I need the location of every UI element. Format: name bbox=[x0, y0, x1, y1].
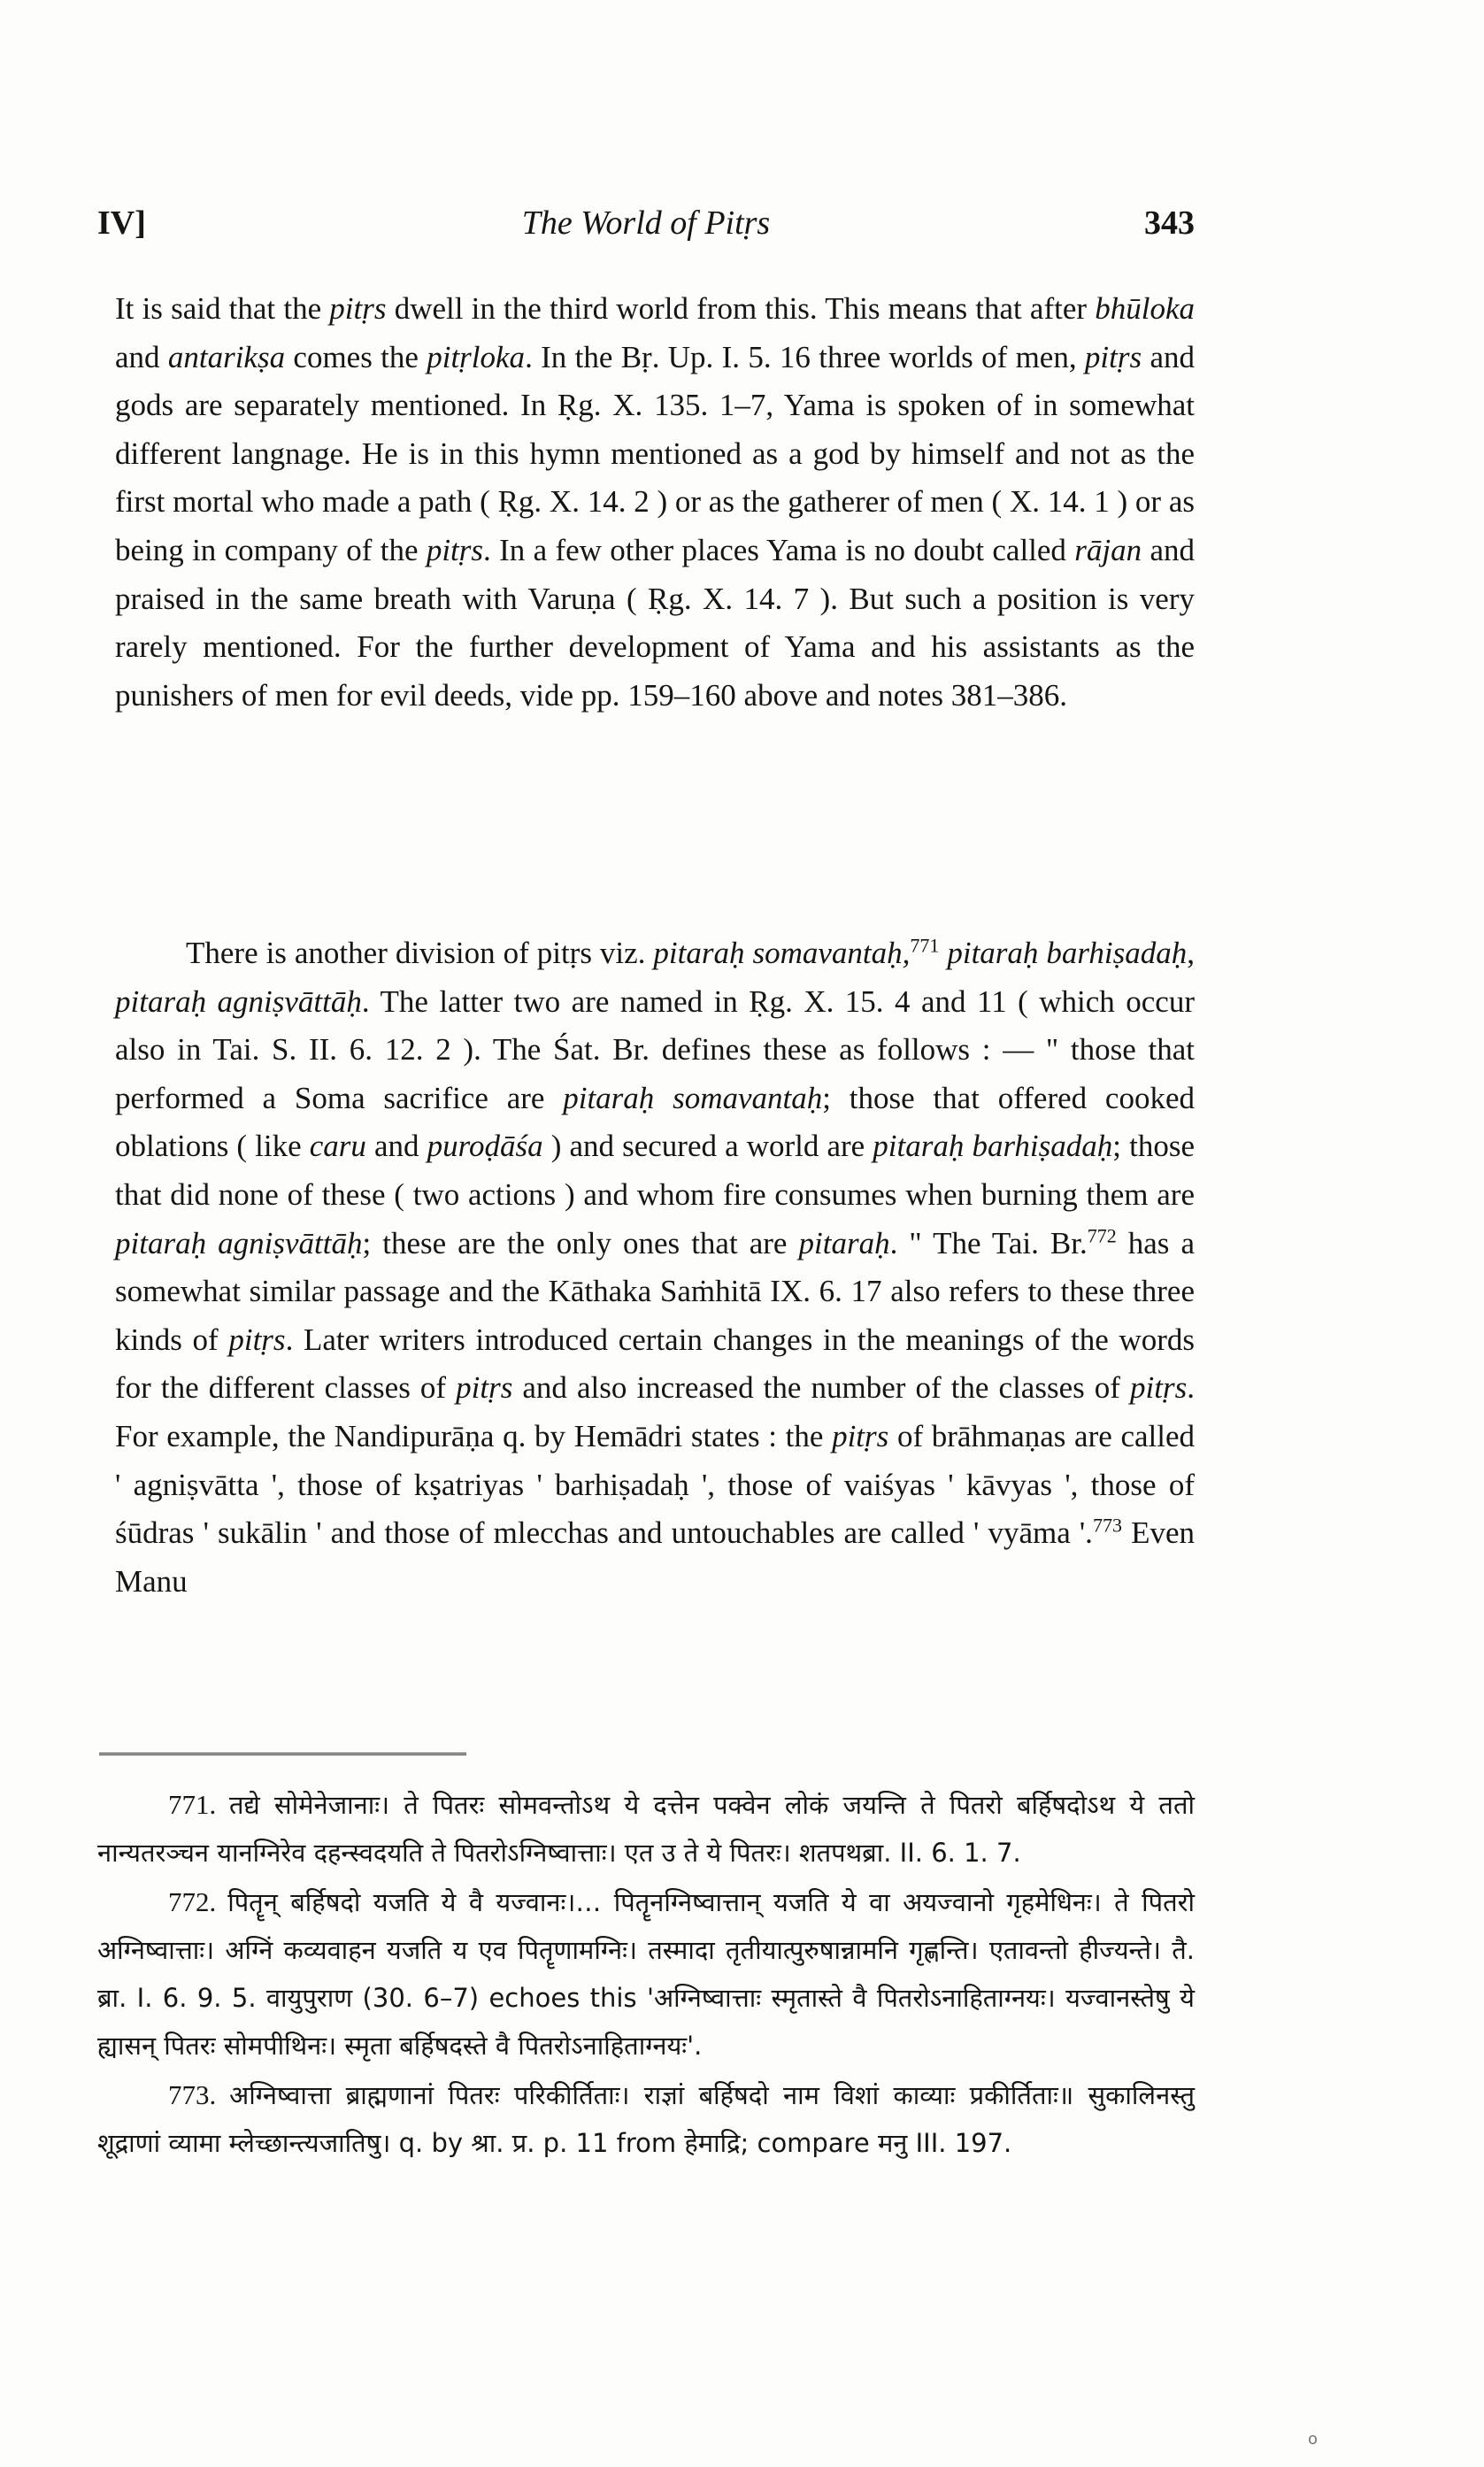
text-run: . " The Tai. Br. bbox=[889, 1225, 1088, 1260]
text-run: and gods are separately mentioned. In Ṛg. X. 135. 1–7, Yama is spoken of in somewhat different langnage. He is in this hymn mentioned as a god by himself and not as the first mortal who made a path ( Ṛg. X. 14. 2 ) or as the gatherer of men ( X. 14. 1 ) or as being in company of the bbox=[115, 339, 1195, 567]
italic-term: rājan bbox=[1074, 532, 1142, 567]
italic-term: bhūloka bbox=[1095, 291, 1195, 326]
text-run: has a somewhat similar passage and the Kāthaka Saṁhitā IX. 6. 17 also refers to these three kinds of bbox=[115, 1225, 1195, 1357]
footnote-number: 772. bbox=[168, 1886, 217, 1917]
running-title: The World of Pitṛs bbox=[521, 204, 771, 242]
italic-term: pitaraḥ agniṣvāttāḥ bbox=[115, 983, 362, 1019]
paragraph-pitr-world bbox=[115, 285, 1195, 720]
text-run: ; those that offered cooked oblations ( like bbox=[115, 1080, 1195, 1164]
footnote-771 bbox=[97, 1781, 1195, 1877]
footnote-ref[interactable]: 771 bbox=[910, 934, 940, 957]
italic-term: pitaraḥ bbox=[798, 1225, 890, 1260]
text-run: . The latter two are named in Ṛg. X. 15. 4 and 11 ( which occur also in Tai. S. II. 6. 12. 2 ). The Śat. Br. defines these as follows : — " those that performed a Soma sacrifice are bbox=[115, 983, 1195, 1115]
footnote-number: 773. bbox=[168, 2079, 217, 2110]
italic-term: pitaraḥ agniṣvāttāḥ bbox=[115, 1225, 363, 1260]
italic-term: pitaraḥ barhiṣadaḥ bbox=[873, 1129, 1113, 1164]
text-run: and also increased the number of the classes of bbox=[512, 1370, 1131, 1406]
page-header bbox=[97, 195, 1195, 248]
italic-term: caru bbox=[309, 1129, 366, 1164]
text-run: . For example, the Nandipurāṇa q. by Hemādri states : the bbox=[115, 1370, 1195, 1453]
footnotes-section bbox=[97, 1781, 1195, 2169]
text-run: ; those that did none of these ( two actions ) and whom fire consumes when burning them are bbox=[115, 1129, 1195, 1212]
paragraph-text bbox=[115, 285, 1195, 720]
text-run: , bbox=[1187, 936, 1195, 970]
italic-term: pitṛs bbox=[456, 1370, 513, 1406]
italic-term: pitaraḥ somavantaḥ, bbox=[653, 936, 911, 970]
footnote-text: पितॄन् बर्हिषदो यजति ये वै यज्वानः।… पितॄनग्निष्वात्तान् यजति ये वा अयज्वानो गृहमेधिनः। ते पितरो अग्निष्वात्ताः। अग्निं कव्यवाहन यजति य एव पितॄणामग्निः। तस्मादा तृतीयात्पुरुषान्नामनि गृह्णन्ति। एतावन्तो हीज्यन्ते। तै. ब्रा. I. 6. 9. 5. वायुपुराण (30. 6–7) echoes this 'अग्निष्वात्ताः स्मृतास्ते वै पितरोऽनाहिताग्नयः। यज्वानस्तेषु ये ह्यासन् पितरः सोमपीथिनः। स्मृता बर्हिषदस्ते वै पितरोऽनाहिताग्नयः'. bbox=[97, 1887, 1195, 2061]
text-run: dwell in the third world from this. This means that after bbox=[386, 291, 1096, 326]
footnote-text: अग्निष्वात्ता ब्राह्मणानां पितरः परिकीर्तिताः। राज्ञां बर्हिषदो नाम विशां काव्याः प्रकीर्तिताः॥ सुकालिनस्तु शूद्राणां व्यामा म्लेच्छान्त्यजातिषु। q. by श्रा. प्र. p. 11 from हेमाद्रि; compare मनु III. 197. bbox=[97, 2080, 1195, 2158]
italic-term: pitṛloka bbox=[427, 339, 526, 374]
italic-term: pitṛs bbox=[832, 1418, 889, 1453]
text-run: It is said that the bbox=[115, 291, 330, 326]
footnote-772 bbox=[97, 1878, 1195, 2070]
text-run: Even Manu bbox=[115, 1515, 1195, 1599]
text-run: comes the bbox=[285, 339, 427, 374]
text-run: and praised in the same breath with Varuṇa ( Ṛg. X. 14. 7 ). But such a position is very rarely mentioned. For the further development of Yama and his assistants as the punishers of men for evil deeds, vide pp. 159–160 above and notes 381–386. bbox=[115, 532, 1195, 713]
text-run: There is another division of pitṛs viz. bbox=[186, 936, 654, 970]
text-run: . In a few other places Yama is no doubt called bbox=[483, 532, 1075, 567]
italic-term: antarikṣa bbox=[167, 339, 286, 374]
text-run: . Later writers introduced certain changes in the meanings of the words for the different classes of bbox=[115, 1322, 1195, 1406]
italic-term: pitṛs bbox=[426, 532, 484, 567]
italic-term: pitaraḥ somavantaḥ bbox=[563, 1080, 823, 1115]
paragraph-pitr-divisions bbox=[115, 929, 1195, 1606]
footnote-divider bbox=[99, 1753, 466, 1755]
text-run: . In the Bṛ. Up. I. 5. 16 three worlds of men, bbox=[525, 339, 1085, 374]
footnote-773 bbox=[97, 2071, 1195, 2167]
page-number: 343 bbox=[1144, 204, 1195, 242]
italic-term: puroḍāśa bbox=[427, 1129, 543, 1164]
text-run: ) and secured a world are bbox=[542, 1129, 873, 1164]
text-run: ; these are the only ones that are bbox=[362, 1225, 799, 1260]
footnote-number: 771. bbox=[168, 1789, 217, 1820]
chapter-marker: IV] bbox=[97, 204, 146, 242]
italic-term: pitṛs bbox=[329, 291, 387, 326]
italic-term: pitṛs bbox=[1130, 1370, 1188, 1406]
italic-term: pitṛs bbox=[1084, 339, 1142, 374]
text-run: and bbox=[365, 1129, 427, 1164]
italic-term: pitaraḥ barhiṣadaḥ bbox=[947, 936, 1188, 970]
text-run: and bbox=[115, 339, 168, 374]
margin-mark: o bbox=[1308, 2430, 1319, 2448]
footnote-ref[interactable]: 773 bbox=[1092, 1514, 1122, 1537]
italic-term: pitṛs bbox=[228, 1322, 286, 1357]
footnote-ref[interactable]: 772 bbox=[1087, 1223, 1117, 1246]
text-run: of brāhmaṇas are called ' agniṣvātta ', those of kṣatriyas ' barhiṣadaḥ ', those of vaiśyas ' kāvyas ', those of śūdras ' sukālin ' and those of mlecchas and untouchables are called ' vyāma '. bbox=[115, 1418, 1195, 1551]
footnote-text: तद्ये सोमेनेजानाः। ते पितरः सोमवन्तोऽथ ये दत्तेन पक्वेन लोकं जयन्ति ते पितरो बर्हिषदोऽथ ये ततो नान्यतरञ्चन यानग्निरेव दहन्स्वदयति ते पितरोऽग्निष्वात्ताः। एत उ ते ये पितरः। शतपथब्रा. II. 6. 1. 7. bbox=[97, 1790, 1195, 1868]
paragraph-text bbox=[115, 929, 1195, 1606]
